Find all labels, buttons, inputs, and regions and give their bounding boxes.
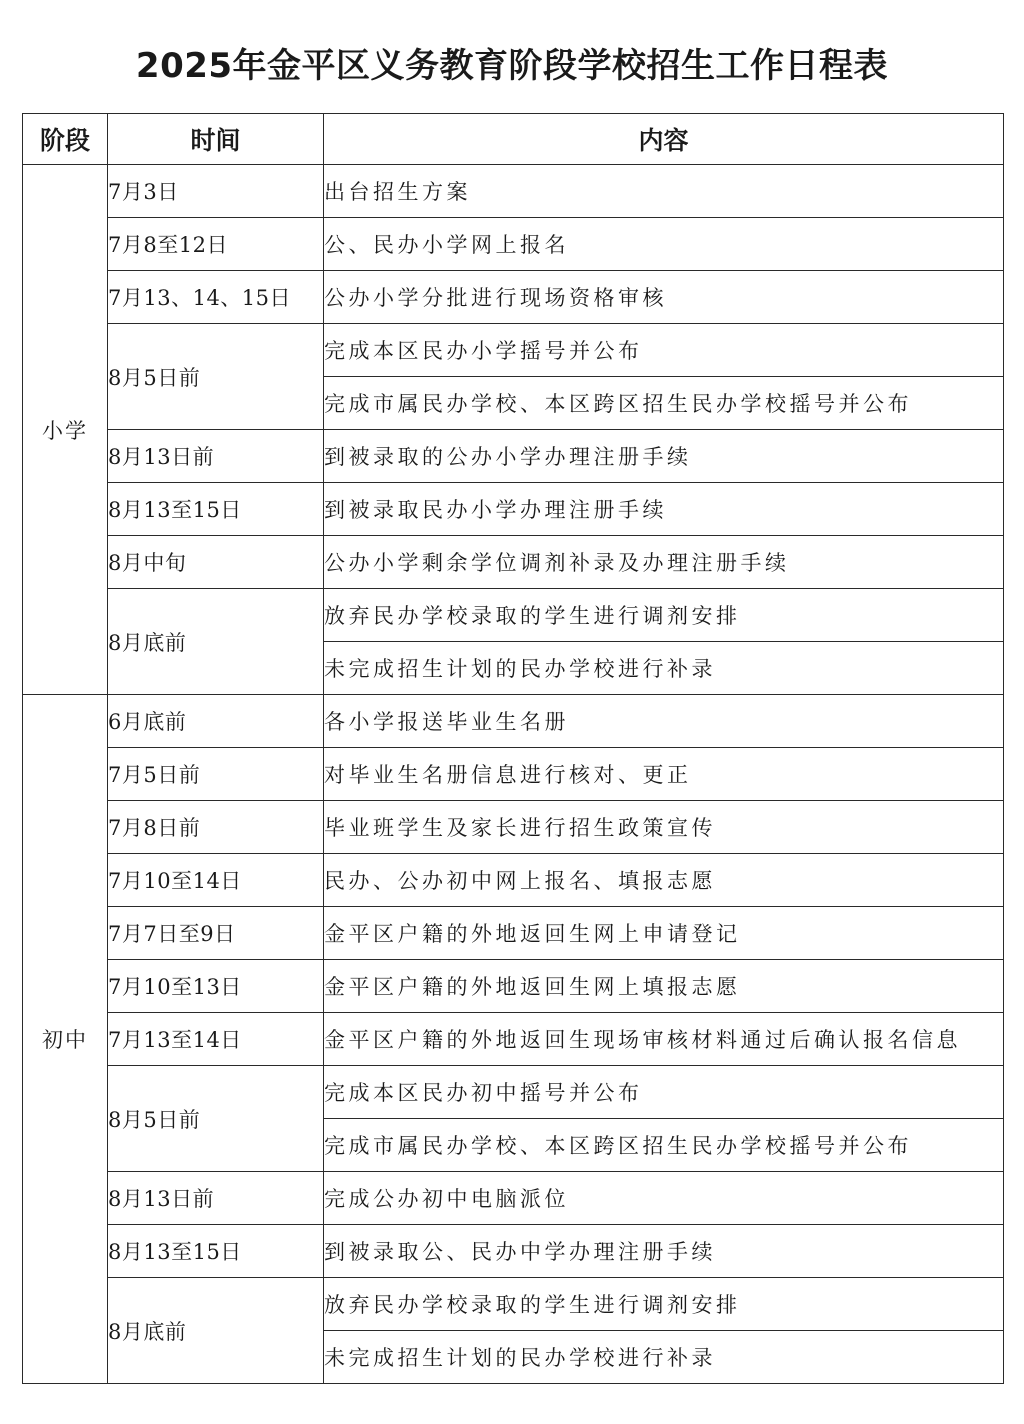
content-cell: 金平区户籍的外地返回生现场审核材料通过后确认报名信息	[324, 1013, 1004, 1066]
content-cell: 未完成招生计划的民办学校进行补录	[324, 1331, 1004, 1384]
content-cell: 金平区户籍的外地返回生网上填报志愿	[324, 960, 1004, 1013]
time-cell: 7月7日至9日	[108, 907, 324, 960]
schedule-table	[22, 113, 1004, 1384]
content-cell: 到被录取的公办小学办理注册手续	[324, 430, 1004, 483]
content-cell: 毕业班学生及家长进行招生政策宣传	[324, 801, 1004, 854]
table-row	[23, 695, 1004, 748]
content-cell: 民办、公办初中网上报名、填报志愿	[324, 854, 1004, 907]
table-row	[23, 430, 1004, 483]
time-cell: 6月底前	[108, 695, 324, 748]
time-cell: 8月13至15日	[108, 1225, 324, 1278]
table-row	[23, 324, 1004, 377]
content-cell: 公、民办小学网上报名	[324, 218, 1004, 271]
content-cell: 出台招生方案	[324, 165, 1004, 218]
content-cell: 到被录取公、民办中学办理注册手续	[324, 1225, 1004, 1278]
time-cell: 8月底前	[108, 1278, 324, 1384]
content-cell: 公办小学分批进行现场资格审核	[324, 271, 1004, 324]
table-row	[23, 218, 1004, 271]
content-cell: 完成本区民办小学摇号并公布	[324, 324, 1004, 377]
table-row	[23, 1172, 1004, 1225]
table-row	[23, 1013, 1004, 1066]
time-cell: 7月13至14日	[108, 1013, 324, 1066]
header-time: 时间	[108, 114, 324, 165]
table-row	[23, 589, 1004, 642]
time-cell: 7月10至13日	[108, 960, 324, 1013]
content-cell: 到被录取民办小学办理注册手续	[324, 483, 1004, 536]
time-cell: 8月13日前	[108, 1172, 324, 1225]
time-cell: 8月13日前	[108, 430, 324, 483]
table-row	[23, 1278, 1004, 1331]
table-row	[23, 271, 1004, 324]
content-cell: 各小学报送毕业生名册	[324, 695, 1004, 748]
time-cell: 8月13至15日	[108, 483, 324, 536]
table-row	[23, 748, 1004, 801]
content-cell: 完成公办初中电脑派位	[324, 1172, 1004, 1225]
table-row	[23, 165, 1004, 218]
page-title: 2025年金平区义务教育阶段学校招生工作日程表	[135, 46, 889, 86]
table-row	[23, 907, 1004, 960]
content-cell: 完成市属民办学校、本区跨区招生民办学校摇号并公布	[324, 1119, 1004, 1172]
table-row	[23, 960, 1004, 1013]
content-cell: 公办小学剩余学位调剂补录及办理注册手续	[324, 536, 1004, 589]
header-row	[23, 114, 1004, 165]
content-cell: 未完成招生计划的民办学校进行补录	[324, 642, 1004, 695]
time-cell: 7月3日	[108, 165, 324, 218]
content-cell: 对毕业生名册信息进行核对、更正	[324, 748, 1004, 801]
header-stage: 阶段	[23, 114, 108, 165]
time-cell: 8月底前	[108, 589, 324, 695]
stage-cell: 初中	[23, 695, 108, 1384]
content-cell: 放弃民办学校录取的学生进行调剂安排	[324, 589, 1004, 642]
time-cell: 7月10至14日	[108, 854, 324, 907]
header-content: 内容	[324, 114, 1004, 165]
stage-cell: 小学	[23, 165, 108, 695]
schedule-body	[23, 165, 1004, 1384]
table-row	[23, 1225, 1004, 1278]
time-cell: 8月5日前	[108, 324, 324, 430]
content-cell: 完成市属民办学校、本区跨区招生民办学校摇号并公布	[324, 377, 1004, 430]
content-cell: 金平区户籍的外地返回生网上申请登记	[324, 907, 1004, 960]
table-row	[23, 483, 1004, 536]
time-cell: 7月5日前	[108, 748, 324, 801]
time-cell: 8月5日前	[108, 1066, 324, 1172]
time-cell: 8月中旬	[108, 536, 324, 589]
table-row	[23, 801, 1004, 854]
table-row	[23, 1066, 1004, 1119]
table-row	[23, 854, 1004, 907]
time-cell: 7月13、14、15日	[108, 271, 324, 324]
content-cell: 完成本区民办初中摇号并公布	[324, 1066, 1004, 1119]
table-row	[23, 536, 1004, 589]
time-cell: 7月8日前	[108, 801, 324, 854]
time-cell: 7月8至12日	[108, 218, 324, 271]
content-cell: 放弃民办学校录取的学生进行调剂安排	[324, 1278, 1004, 1331]
